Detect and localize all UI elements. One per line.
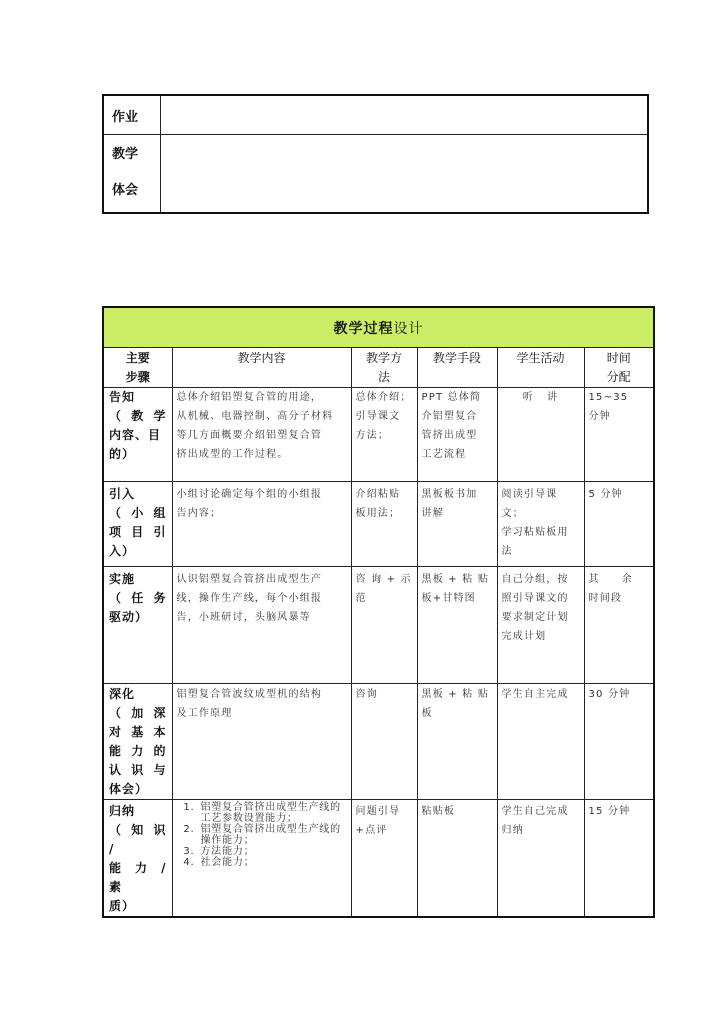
- content-cell: 认识铝塑复合管挤出成型生产 线，操作生产线，每个小组报 告，小班研讨，头脑风暴等: [172, 567, 351, 684]
- list-item: 2. 铝塑复合管挤出成型生产线的操作能力；: [199, 824, 348, 846]
- header-step: 主要 步骤: [103, 348, 172, 388]
- list-item: 3. 方法能力；: [199, 846, 348, 857]
- step-cell: 告知 （ 教 学 内容、目 的）: [103, 388, 172, 482]
- assignment-table: [102, 94, 649, 214]
- means-cell: 粘贴板: [417, 800, 497, 918]
- step-cell: 引入 （ 小 组 项 目 引 入）: [103, 482, 172, 567]
- means-cell: 黑板 + 粘 贴 板+甘特图: [417, 567, 497, 684]
- table-row: [103, 482, 654, 567]
- time-cell: 其 余 时间段: [584, 567, 654, 684]
- activity-cell: 听 讲: [497, 388, 584, 482]
- activity-cell: 学生自主完成: [497, 684, 584, 800]
- content-list: [173, 802, 351, 868]
- content-cell: 小组讨论确定每个组的小组报 告内容；: [172, 482, 351, 567]
- list-item: 4. 社会能力；: [199, 857, 348, 868]
- step-cell: 归纳 （ 知 识 / 能 力 / 素 质）: [103, 800, 172, 918]
- activity-cell: 阅读引导课文； 学习粘贴板用 法: [497, 482, 584, 567]
- header-row: [103, 348, 654, 388]
- means-cell: 黑板 + 粘 贴 板: [417, 684, 497, 800]
- means-cell: PPT 总体简 介铝塑复合 管挤出成型 工艺流程: [417, 388, 497, 482]
- table-row: [103, 800, 654, 918]
- activity-cell: 自己分组，按 照引导课文的 要求制定计划 完成计划: [497, 567, 584, 684]
- content-cell: 铝塑复合管波纹成型机的结构 及工作原理: [172, 684, 351, 800]
- content-cell: 总体介绍铝塑复合管的用途， 从机械、电器控制、高分子材料 等几方面概要介绍铝塑复合管 挤出成型的工作过程。: [172, 388, 351, 482]
- assignment-label: 作业: [103, 95, 161, 135]
- step-cell: 深化 （ 加 深 对 基 本 能 力 的 认 识 与 体会）: [103, 684, 172, 800]
- header-means: 教学手段: [417, 348, 497, 388]
- list-item: 1. 铝塑复合管挤出成型生产线的工艺参数设置能力；: [199, 802, 348, 824]
- means-cell: 黑板板书加 讲解: [417, 482, 497, 567]
- table-row: [103, 388, 654, 482]
- time-cell: 15 分钟: [584, 800, 654, 918]
- method-cell: 介绍粘贴 板用法；: [351, 482, 417, 567]
- time-cell: 5 分钟: [584, 482, 654, 567]
- method-cell: 问题引导 +点评: [351, 800, 417, 918]
- step-cell: 实施 （ 任 务 驱动）: [103, 567, 172, 684]
- table-row: [103, 567, 654, 684]
- reflection-cell: [161, 135, 649, 214]
- method-cell: 咨 询 + 示 范: [351, 567, 417, 684]
- method-cell: 总体介绍； 引导课文 方法；: [351, 388, 417, 482]
- activity-cell: 学生自己完成 归纳: [497, 800, 584, 918]
- reflection-label: 教学 体会: [103, 135, 161, 214]
- table-title: 教学过程设计: [103, 307, 654, 348]
- time-cell: 15~35 分钟: [584, 388, 654, 482]
- method-cell: 咨询: [351, 684, 417, 800]
- header-content: 教学内容: [172, 348, 351, 388]
- time-cell: 30 分钟: [584, 684, 654, 800]
- header-time: 时间 分配: [584, 348, 654, 388]
- header-activity: 学生活动: [497, 348, 584, 388]
- content-cell: [172, 800, 351, 918]
- table-row: [103, 684, 654, 800]
- teaching-process-table: [102, 306, 655, 918]
- assignment-cell: [161, 95, 649, 135]
- header-method: 教学方 法: [351, 348, 417, 388]
